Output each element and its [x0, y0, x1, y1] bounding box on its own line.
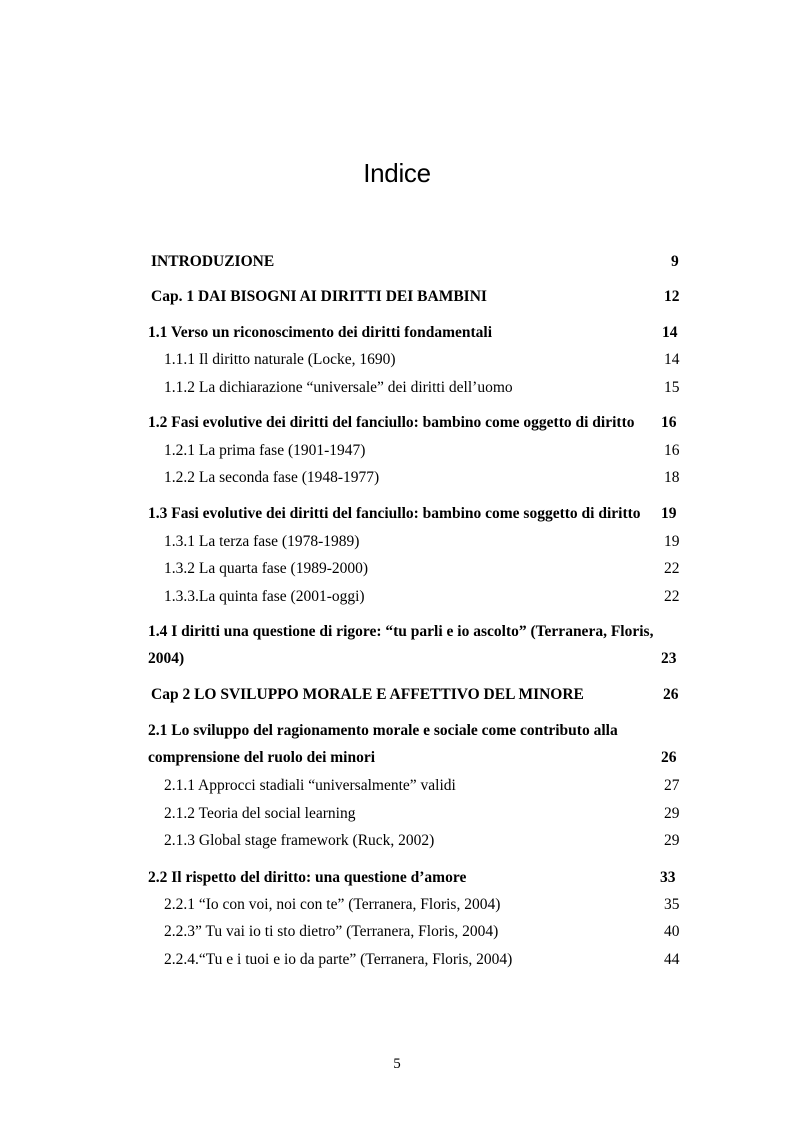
toc-entry-text: 1.1.2 La dichiarazione “universale” dei diritti dell’uomo	[164, 379, 513, 396]
toc-entry-text: 1.2.1 La prima fase (1901-1947)	[164, 442, 366, 459]
toc-entry-page: 9	[671, 253, 679, 270]
toc-entry-page: 14	[664, 351, 680, 368]
toc-entry-page: 44	[664, 951, 680, 968]
page-number: 5	[393, 1056, 401, 1072]
toc-entry-page: 23	[661, 650, 677, 667]
toc-entry-text: 2.2.1 “Io con voi, noi con te” (Terranera, Floris, 2004)	[164, 896, 501, 913]
toc-entry-page: 15	[664, 379, 680, 396]
toc-entry-text: 1.3.3.La quinta fase (2001-oggi)	[164, 588, 365, 605]
toc-entry-page: 19	[661, 505, 677, 522]
toc-entry-text: INTRODUZIONE	[151, 253, 275, 270]
toc-entry-page: 12	[664, 288, 680, 305]
toc-entry-text: Cap. 1 DAI BISOGNI AI DIRITTI DEI BAMBINI	[151, 288, 487, 305]
toc-entry-page: 29	[664, 805, 680, 822]
toc-entry-text: 2.2.4.“Tu e i tuoi e io da parte” (Terranera, Floris, 2004)	[164, 951, 513, 968]
toc-entry-text: 2.1.3 Global stage framework (Ruck, 2002)	[164, 832, 435, 849]
toc-entry-text: 2.1.1 Approcci stadiali “universalmente” validi	[164, 777, 456, 794]
toc-entry-page: 29	[664, 832, 680, 849]
toc-entry-text: 1.2.2 La seconda fase (1948-1977)	[164, 469, 380, 486]
toc-entry-page: 40	[664, 923, 680, 940]
toc-entry-page: 16	[664, 442, 680, 459]
toc-entry-page: 27	[664, 777, 680, 794]
toc-entry-text: 2.1.2 Teoria del social learning	[164, 805, 356, 822]
toc-entry-text: Cap 2 LO SVILUPPO MORALE E AFFETTIVO DEL MINORE	[151, 686, 584, 703]
toc-entry-page: 14	[662, 324, 678, 341]
toc-entry-page: 26	[663, 686, 679, 703]
toc-entry-text: 2.2 Il rispetto del diritto: una questione d’amore	[148, 869, 467, 886]
toc-entry-page: 22	[664, 588, 680, 605]
toc-entry-text: comprensione del ruolo dei minori	[148, 749, 376, 766]
toc-entry-page: 16	[661, 414, 677, 431]
toc-entry-page: 22	[664, 560, 680, 577]
page-title: Indice	[363, 158, 431, 188]
toc-entry-page: 18	[664, 469, 680, 486]
toc-entry-text: 2.1 Lo sviluppo del ragionamento morale e sociale come contributo alla	[148, 722, 618, 739]
toc-entry-text: 1.1 Verso un riconoscimento dei diritti fondamentali	[148, 324, 493, 341]
toc-entry-page: 33	[660, 869, 676, 886]
toc-entry-page: 35	[664, 896, 680, 913]
toc-entry-page: 19	[664, 533, 680, 550]
toc-entry-text: 1.4 I diritti una questione di rigore: “tu parli e io ascolto” (Terranera, Floris,	[148, 623, 654, 640]
toc-entry-text: 1.3.2 La quarta fase (1989-2000)	[164, 560, 369, 577]
toc-entry-text: 1.3 Fasi evolutive dei diritti del fanciullo: bambino come soggetto di diritto	[148, 505, 641, 522]
toc-entry-page: 26	[661, 749, 677, 766]
toc-entry-text: 2.2.3” Tu vai io ti sto dietro” (Terranera, Floris, 2004)	[164, 923, 499, 940]
toc-entry-text: 1.1.1 Il diritto naturale (Locke, 1690)	[164, 351, 396, 368]
toc-entry-text: 1.2 Fasi evolutive dei diritti del fanciullo: bambino come oggetto di diritto	[148, 414, 635, 431]
toc-entry-text: 1.3.1 La terza fase (1978-1989)	[164, 533, 360, 550]
toc-entry-text: 2004)	[148, 650, 185, 667]
